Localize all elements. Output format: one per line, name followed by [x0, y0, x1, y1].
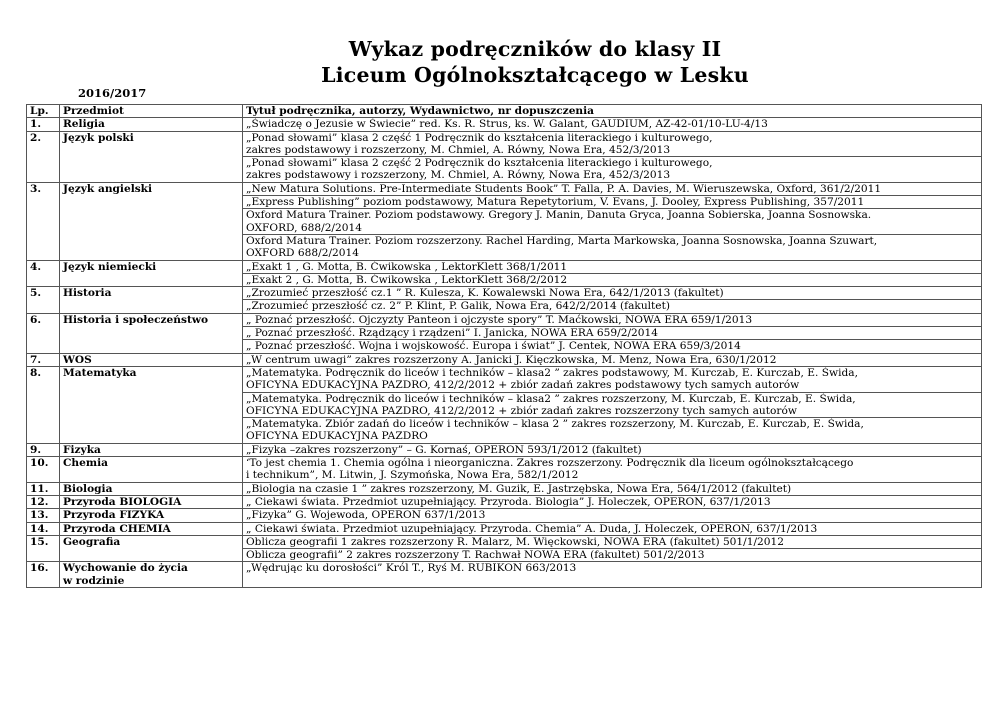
entry-line: OXFORD, 688/2/2014	[246, 221, 362, 234]
table-row	[27, 131, 982, 157]
textbook-entry	[243, 418, 982, 444]
row-number: 16.	[27, 562, 60, 588]
row-number: 12.	[27, 495, 60, 508]
subject-name	[60, 562, 243, 588]
row-number: 5.	[27, 287, 60, 314]
entry-line: OXFORD 688/2/2014	[246, 247, 359, 260]
textbook-entry	[243, 209, 982, 235]
entry-line: „Fizyka” G. Wojewoda, OPERON 637/1/2013	[246, 509, 486, 522]
row-number: 1.	[27, 118, 60, 131]
subject-name: WOS	[60, 353, 243, 366]
entry-line: „ Ciekawi świata. Przedmiot uzupełniający. Przyroda. Chemia” A. Duda, J. Holeczek, OPERON, 637/1/2013	[246, 522, 818, 535]
entry-line: ‘To jest chemia 1. Chemia ogólna i nieorganiczna. Zakres rozszerzony. Podręcznik dla liceum ogólnokształcącego	[246, 457, 854, 470]
subject-name: Język polski	[60, 131, 243, 182]
subject-name: Chemia	[60, 457, 243, 483]
textbook-entry	[243, 562, 982, 588]
entry-line: „Matematyka. Zbiór zadań do liceów i techników – klasa 2 ” zakres rozszerzony, M. Kurczab, E. Kurczab, E. Świda,	[246, 418, 864, 431]
textbook-entry	[243, 196, 982, 209]
table-row	[27, 482, 982, 495]
table-row	[27, 522, 982, 535]
entry-line: OFICYNA EDUKACYJNA PAZDRO, 412/2/2012 + zbiór zadań zakres podstawowy tych samych autorów	[246, 379, 800, 392]
row-number: 13.	[27, 509, 60, 522]
row-number: 3.	[27, 182, 60, 260]
textbook-entry	[243, 549, 982, 562]
table-row	[27, 562, 982, 588]
textbook-entry	[243, 313, 982, 326]
entry-line: „W centrum uwagi” zakres rozszerzony A. Janicki J. Kięczkowska, M. Menz, Nowa Era, 630/1/2012	[246, 353, 777, 366]
table-body	[27, 118, 982, 588]
entry-line: „Wędrując ku dorosłości” Król T., Ryś M. RUBIKON 663/2013	[246, 562, 577, 575]
subject-name: Język angielski	[60, 182, 243, 260]
textbook-entry	[243, 353, 982, 366]
table-row	[27, 366, 982, 392]
entry-line: „Matematyka. Podręcznik do liceów i techników – klasa2 ” zakres podstawowy, M. Kurczab, E. Kurczab, E. Świda,	[246, 366, 858, 379]
textbook-entry	[243, 182, 982, 195]
table-row	[27, 182, 982, 195]
textbook-entry	[243, 535, 982, 548]
subject-name: Historia i społeczeństwo	[60, 313, 243, 353]
textbook-entry	[243, 131, 982, 157]
row-number: 9.	[27, 443, 60, 456]
entry-line: „Express Publishing” poziom podstawowy, Matura Repetytorium, V. Evans, J. Dooley, Express Publishing, 357/2011	[246, 196, 865, 209]
textbook-entry	[243, 234, 982, 260]
entry-line: zakres podstawowy i rozszerzony, M. Chmiel, A. Równy, Nowa Era, 452/3/2013	[246, 143, 671, 156]
table-row	[27, 509, 982, 522]
table-header-row	[27, 105, 982, 118]
textbook-entry	[243, 340, 982, 353]
table-row	[27, 443, 982, 456]
row-number: 2.	[27, 131, 60, 182]
textbook-entry	[243, 457, 982, 483]
textbook-entry	[243, 118, 982, 131]
entry-line: Oxford Matura Trainer. Poziom rozszerzony. Rachel Harding, Marta Markowska, Joanna Sosnowska, Joanna Szuwart,	[246, 234, 878, 247]
table-row	[27, 457, 982, 483]
row-number: 6.	[27, 313, 60, 353]
entry-line: „Świadczę o Jezusie w Świecie” red. Ks. R. Strus, ks. W. Galant, GAUDIUM, AZ-42-01/10-LU-4/13	[246, 118, 768, 131]
row-number: 15.	[27, 535, 60, 562]
textbook-entry	[243, 392, 982, 418]
subject-name: Historia	[60, 287, 243, 314]
table-row	[27, 353, 982, 366]
table-row	[27, 495, 982, 508]
row-number: 4.	[27, 260, 60, 287]
school-year: 2016/2017	[78, 86, 147, 100]
textbook-entry	[243, 287, 982, 300]
entry-line: „ Ciekawi świata. Przedmiot uzupełniający. Przyroda. Biologia” J. Holeczek, OPERON, 637/1/2013	[246, 495, 771, 508]
entry-line: OFICYNA EDUKACYJNA PAZDRO, 412/2/2012 + zbiór zadań zakres rozszerzony tych samych autorów	[246, 404, 797, 417]
textbook-entry	[243, 157, 982, 183]
subject-name: Geografia	[60, 535, 243, 562]
table-row	[27, 118, 982, 131]
subject-name: Przyroda CHEMIA	[60, 522, 243, 535]
entry-line: „ Poznać przeszłość. Rządzący i rządzeni” I. Janicka, NOWA ERA 659/2/2014	[246, 327, 658, 340]
textbook-entry	[243, 300, 982, 313]
subject-name: Religia	[60, 118, 243, 131]
subject-name: Język niemiecki	[60, 260, 243, 287]
header-lp: Lp.	[27, 105, 60, 118]
entry-line: „ Poznać przeszłość. Wojna i wojskowość. Europa i świat” J. Centek, NOWA ERA 659/3/2014	[246, 340, 741, 353]
row-number: 11.	[27, 482, 60, 495]
subject-name: Fizyka	[60, 443, 243, 456]
header-subject: Przedmiot	[60, 105, 243, 118]
entry-line: i technikum”, M. Litwin, J. Szymońska, Nowa Era, 582/1/2012	[246, 469, 579, 482]
entry-line: Oblicza geografii” 2 zakres rozszerzony T. Rachwał NOWA ERA (fakultet) 501/2/2013	[246, 549, 705, 562]
entry-line: „Biologia na czasie 1 ” zakres rozszerzony, M. Guzik, E. Jastrzębska, Nowa Era, 564/1/2012 (fakultet)	[246, 482, 792, 495]
row-number: 10.	[27, 457, 60, 483]
entry-line: zakres podstawowy i rozszerzony, M. Chmiel, A. Równy, Nowa Era, 452/3/2013	[246, 169, 671, 182]
textbook-entry	[243, 366, 982, 392]
textbook-entry	[243, 509, 982, 522]
entry-line: Oxford Matura Trainer. Poziom podstawowy. Gregory J. Manin, Danuta Gryca, Joanna Sobierska, Joanna Sosnowska.	[246, 209, 872, 222]
row-number: 7.	[27, 353, 60, 366]
table-row	[27, 535, 982, 548]
textbook-entry	[243, 273, 982, 286]
row-number: 14.	[27, 522, 60, 535]
entry-line: „Exakt 1 , G. Motta, B. Ćwikowska , LektorKlett 368/1/2011	[246, 260, 568, 273]
entry-line: Oblicza geografii 1 zakres rozszerzony R. Malarz, M. Więckowski, NOWA ERA (fakultet) 501/1/2012	[246, 535, 785, 548]
entry-line: „Fizyka –zakres rozszerzony” – G. Kornaś, OPERON 593/1/2012 (fakultet)	[246, 443, 642, 456]
entry-line: „ Poznać przeszłość. Ojczyzty Panteon i ojczyste spory” T. Maćkowski, NOWA ERA 659/1/2013	[246, 313, 753, 326]
subject-name: Biologia	[60, 482, 243, 495]
table-row	[27, 287, 982, 300]
subject-line: w rodzinie	[63, 574, 125, 587]
textbook-entry	[243, 327, 982, 340]
entry-line: „New Matura Solutions. Pre-Intermediate Students Book” T. Falla, P. A. Davies, M. Wieruszewska, Oxford, 361/2/2011	[246, 182, 882, 195]
row-number: 8.	[27, 366, 60, 443]
table-row	[27, 260, 982, 273]
subject-line: Wychowanie do życia	[63, 562, 188, 575]
textbook-entry	[243, 522, 982, 535]
textbook-table	[26, 104, 982, 588]
entry-line: „Exakt 2 , G. Motta, B. Ćwikowska , LektorKlett 368/2/2012	[246, 273, 568, 286]
subject-name: Przyroda FIZYKA	[60, 509, 243, 522]
header-title: Tytuł podręcznika, autorzy, Wydawnictwo, nr dopuszczenia	[243, 105, 982, 118]
textbook-entry	[243, 495, 982, 508]
textbook-entry	[243, 443, 982, 456]
entry-line: „Ponad słowami” klasa 2 część 1 Podręcznik do kształcenia literackiego i kulturowego,	[246, 131, 713, 144]
entry-line: „Matematyka. Podręcznik do liceów i techników – klasa2 ” zakres rozszerzony, M. Kurczab, E. Kurczab, E. Świda,	[246, 392, 856, 405]
subject-name: Matematyka	[60, 366, 243, 443]
entry-line: OFICYNA EDUKACYJNA PAZDRO	[246, 430, 428, 443]
entry-line: „Zrozumieć przeszłość cz. 2” P. Klint, P. Galik, Nowa Era, 642/2/2014 (fakultet)	[246, 300, 670, 313]
title-line-1: Wykaz podręczników do klasy II	[348, 37, 722, 61]
title-line-2: Liceum Ogólnokształcącego w Lesku	[321, 63, 749, 87]
textbook-entry	[243, 482, 982, 495]
textbook-entry	[243, 260, 982, 273]
subject-name: Przyroda BIOLOGIA	[60, 495, 243, 508]
document-title	[0, 36, 992, 88]
entry-line: „Ponad słowami” klasa 2 część 2 Podręcznik do kształcenia literackiego i kulturowego,	[246, 157, 713, 170]
entry-line: „Zrozumieć przeszłość cz.1 ” R. Kulesza, K. Kowalewski Nowa Era, 642/1/2013 (fakultet)	[246, 287, 724, 300]
table-row	[27, 313, 982, 326]
